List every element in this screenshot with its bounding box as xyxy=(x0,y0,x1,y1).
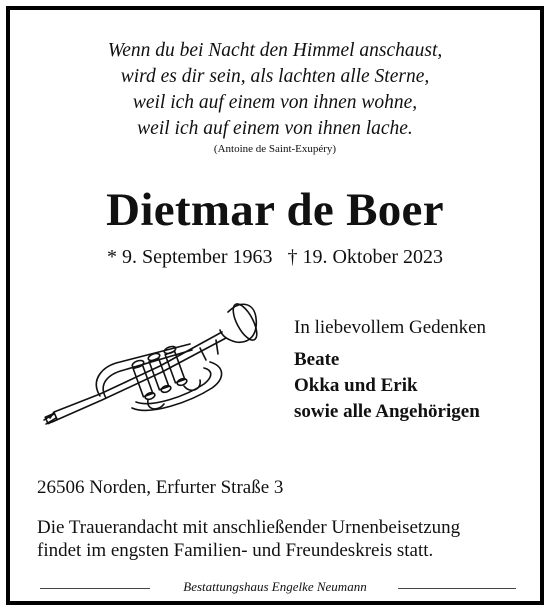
poem-line: Wenn du bei Nacht den Himmel anschaust, xyxy=(107,40,443,61)
mourner-name: Okka und Erik xyxy=(294,375,418,396)
mourners-intro: In liebevollem Gedenken xyxy=(294,317,487,338)
death-date: † 19. Oktober 2023 xyxy=(287,246,444,268)
footer-divider-right xyxy=(398,588,516,589)
poem xyxy=(10,38,540,142)
deceased-name: Dietmar de Boer xyxy=(106,184,444,236)
funeral-home: Bestattungshaus Engelke Neumann xyxy=(183,579,367,594)
mourner-name: sowie alle Angehörigen xyxy=(294,401,480,422)
poem-attribution: (Antoine de Saint-Exupéry) xyxy=(213,143,337,155)
mourner-name: Beate xyxy=(294,349,340,370)
life-dates xyxy=(10,244,540,270)
obituary-notice xyxy=(6,6,544,605)
mourners xyxy=(294,315,486,425)
funeral-notice xyxy=(37,516,460,562)
poem-line: weil ich auf einem von ihnen lache. xyxy=(137,118,413,139)
mourner-names xyxy=(294,347,486,425)
notice-line: findet im engsten Familien- und Freundeskreis statt. xyxy=(37,540,434,561)
birth-date: * 9. September 1963 xyxy=(106,246,273,268)
poem-line: weil ich auf einem von ihnen wohne, xyxy=(132,92,418,113)
address: 26506 Norden, Erfurter Straße 3 xyxy=(37,477,284,498)
notice-line: Die Trauerandacht mit anschließender Urnenbeisetzung xyxy=(37,517,461,538)
poem-line: wird es dir sein, als lachten alle Sterne, xyxy=(120,66,430,87)
trumpet-icon xyxy=(40,296,272,426)
